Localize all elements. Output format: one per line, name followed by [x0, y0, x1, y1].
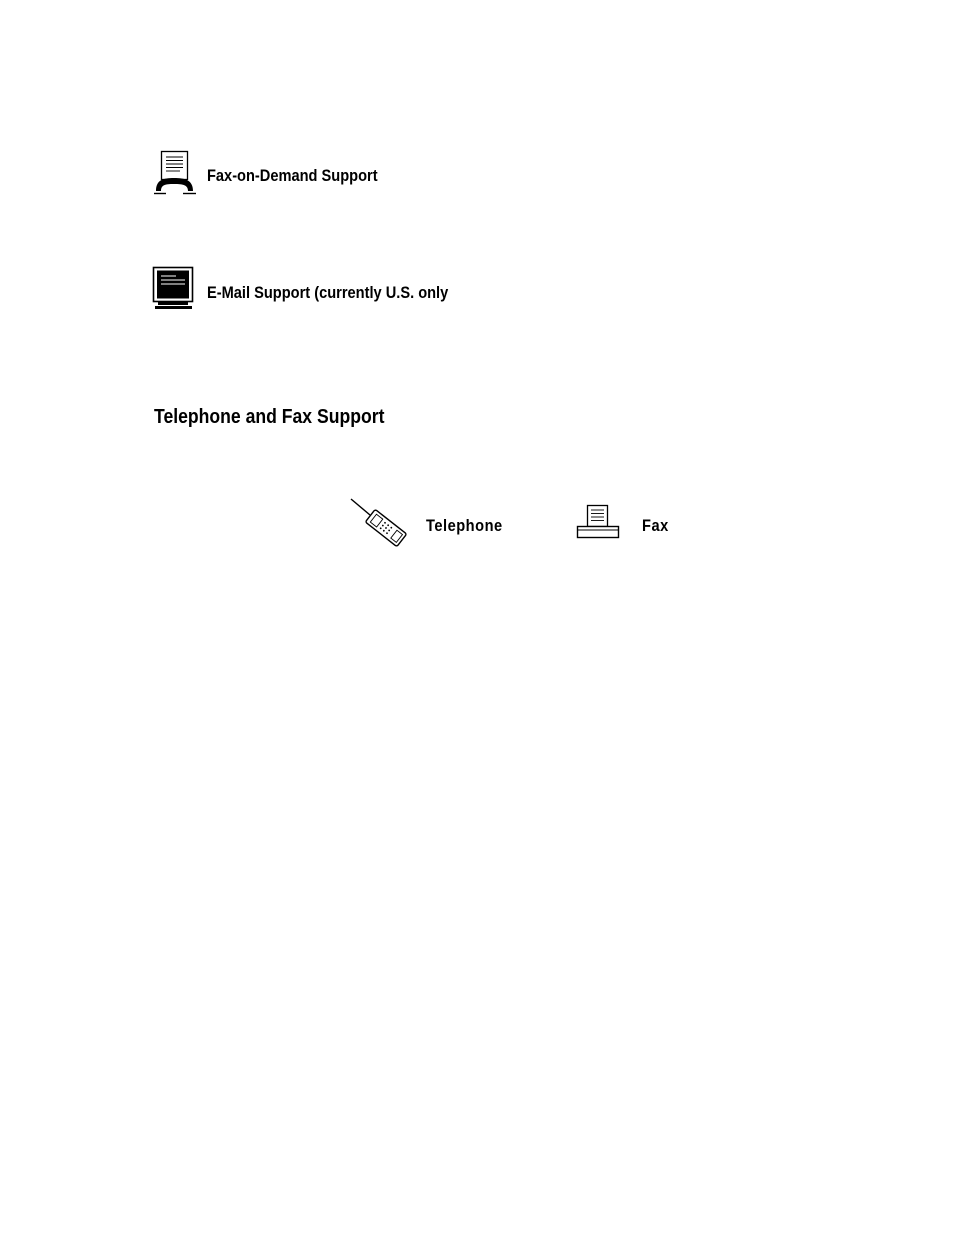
fax-machine-icon	[575, 504, 621, 540]
computer-monitor-icon	[152, 266, 196, 310]
fax-on-demand-label: Fax-on-Demand Support	[207, 166, 378, 185]
email-support-label: E-Mail Support (currently U.S. only	[207, 283, 449, 302]
fax-label: Fax	[642, 516, 669, 535]
fax-on-demand-icon	[152, 150, 198, 196]
telephone-label: Telephone	[426, 516, 503, 535]
mobile-phone-icon	[348, 496, 412, 550]
section-heading: Telephone and Fax Support	[154, 406, 385, 428]
